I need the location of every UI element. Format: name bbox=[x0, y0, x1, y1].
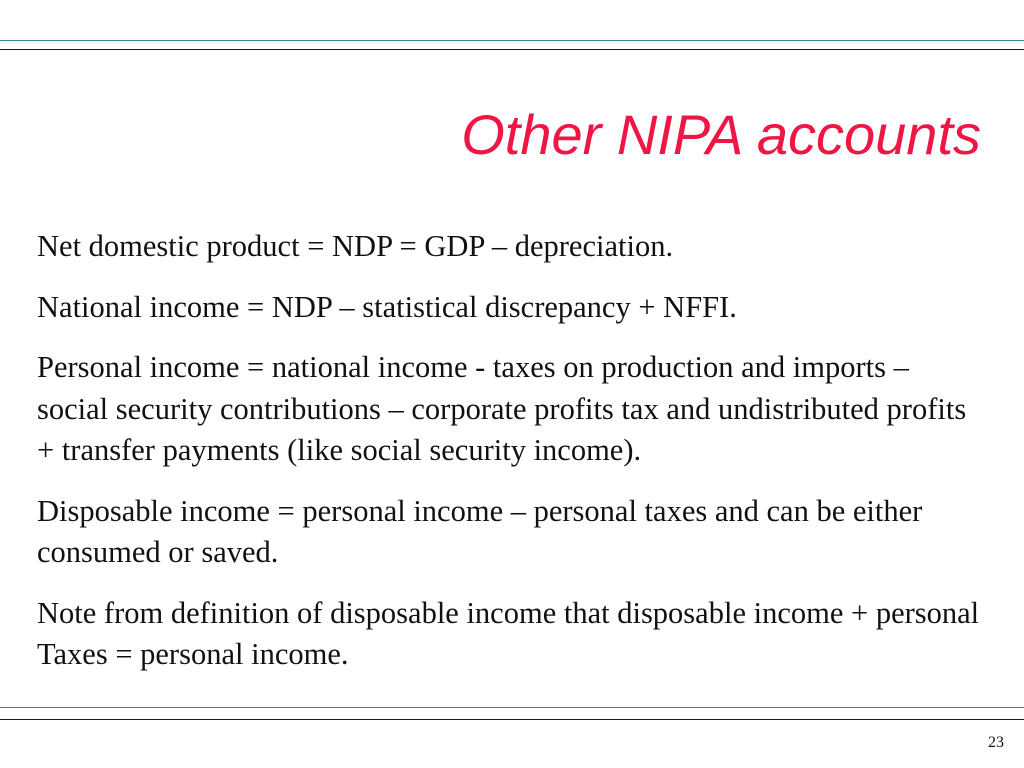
paragraph-note: Note from definition of disposable income that disposable income + personal Taxes = personal income. bbox=[37, 595, 980, 671]
slide-title: Other NIPA accounts bbox=[461, 103, 981, 166]
paragraph-net-domestic-product: Net domestic product = NDP = GDP – depreciation. bbox=[37, 229, 674, 263]
paragraph-personal-income: Personal income = national income - taxes on production and imports – social security contributions – corporate profits tax and undistributed profits + transfer payments (like social security income). bbox=[37, 350, 967, 467]
bottom-rule-teal bbox=[0, 707, 1024, 708]
top-rule-dark bbox=[0, 49, 1024, 50]
paragraph-disposable-income: Disposable income = personal income – personal taxes and can be either consumed or saved. bbox=[37, 493, 923, 569]
slide-body bbox=[37, 226, 987, 695]
page-number: 23 bbox=[988, 734, 1004, 751]
bottom-rule-dark bbox=[0, 719, 1024, 720]
top-rule-teal bbox=[0, 40, 1024, 41]
paragraph-national-income: National income = NDP – statistical discrepancy + NFFI. bbox=[37, 289, 737, 324]
